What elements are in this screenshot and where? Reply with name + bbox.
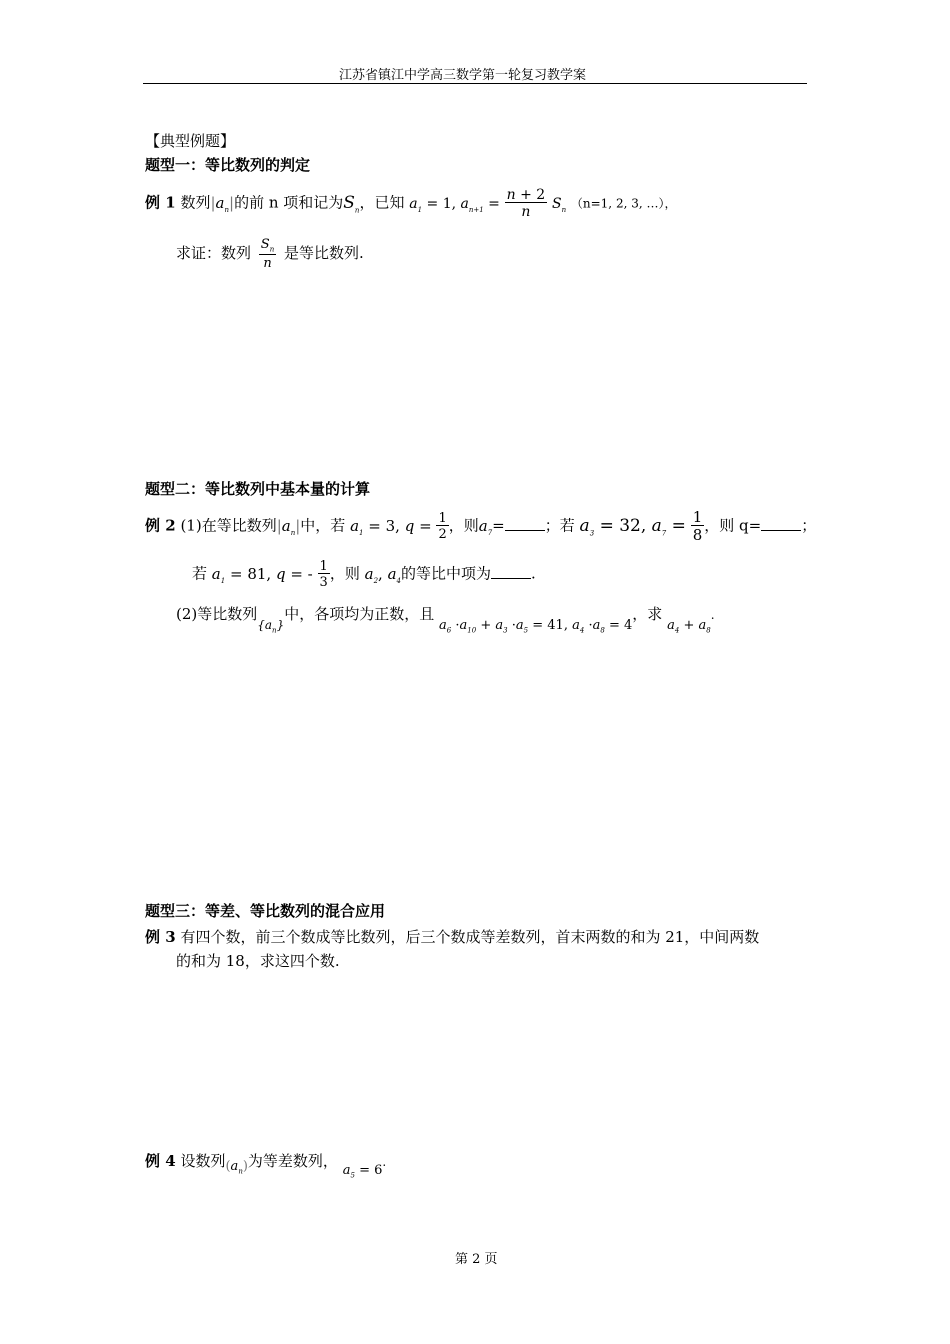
- example-1-label: 例 1: [145, 193, 176, 212]
- seq-an: $|a_n|$: [210, 193, 235, 214]
- type2-heading: 题型二：等比数列中基本量的计算: [145, 480, 371, 498]
- example-2-part-2: (2)等比数列$_{\{a_n\}}$中，各项均为正数，且 $a_6 \cdot a_{10} + a_3 \cdot a_5 = 41$, $a_4 \cdot a_8 = 4$，求 $a_4 + a_8$.: [176, 605, 715, 635]
- target-a4-a8: $a_4 + a_8$: [667, 618, 711, 635]
- page-number: 第 2 页: [455, 1252, 498, 1267]
- recurrence-formula: $a_1 = 1$, $a_{n+1}$ =: [409, 195, 500, 214]
- answer-blank-q[interactable]: [761, 516, 801, 531]
- condition-a1-q: $a_1 = 3$, q =: [350, 516, 432, 537]
- condition-a3-a7: $a_3 = 32$, $a_7$ =: [579, 515, 686, 537]
- answer-blank-mean[interactable]: [491, 564, 531, 579]
- sum-sn: $S_n$: [343, 192, 360, 214]
- type3-heading: 题型三：等差、等比数列的混合应用: [145, 902, 386, 920]
- condition-a5: $a_5 = 6$: [342, 1163, 383, 1180]
- example-4-label: 例 4: [145, 1152, 176, 1170]
- example-3-line-1: 例 3 有四个数，前三个数成等比数列，后三个数成等差数列，首末两数的和为 21，中间两数: [145, 928, 760, 946]
- example-1-line: 例 1 数列$|a_n|$的前 n 项和记为$S_n$，已知 $a_1 = 1$, $a_{n+1}$ = $\frac{n + 2}{n}$ $S_n$ （n=1, 2, 3, …），: [145, 187, 677, 220]
- seq-sn-over-n: $\frac{S_n}{n}$: [260, 237, 275, 271]
- fraction-one-third: $\frac{1}{3}$: [319, 559, 328, 590]
- header-title: 江苏省镇江中学高三数学第一轮复习教学案: [339, 68, 587, 83]
- example-2-label: 例 2: [145, 516, 176, 535]
- section-heading: 【典型例题】: [145, 132, 236, 150]
- answer-blank-a7[interactable]: [505, 516, 545, 531]
- fraction-one-half: $\frac{1}{2}$: [438, 511, 447, 542]
- example-1-prove: 求证：数列 $\frac{S_n}{n}$ 是等比数列.: [176, 237, 364, 271]
- example-3-label: 例 3: [145, 928, 176, 946]
- type1-heading: 题型一：等比数列的判定: [145, 156, 311, 174]
- header-rule: [143, 83, 807, 84]
- example-2-line-2: 若 $a_1 = 81$, q = - $\frac{1}{3}$ ，则 $a_2$, $a_4$的等比中项为 .: [192, 559, 536, 590]
- product-condition: $a_6 \cdot a_{10} + a_3 \cdot a_5 = 41$, $a_4 \cdot a_8 = 4$: [439, 618, 633, 635]
- example-4-line: 例 4 设数列$(a_n)$为等差数列， $a_5 = 6$.: [145, 1152, 387, 1180]
- example-2-line-1: 例 2 (1)在等比数列$|a_n|$中，若 $a_1 = 3$, q = $\frac{1}{2}$ ，则$a_7=$ ；若 $a_3 = 32$, $a_7$ = $\frac{1}{8}$ ，则 q= ；: [145, 508, 817, 544]
- example-3-line-2: 的和为 18，求这四个数.: [176, 952, 340, 970]
- fraction-one-eighth: $\frac{1}{8}$: [692, 508, 703, 544]
- fraction-n-plus-2-over-n: $\frac{n + 2}{n}$: [506, 187, 546, 220]
- condition-a1-81: $a_1 = 81$, q = -: [211, 564, 313, 585]
